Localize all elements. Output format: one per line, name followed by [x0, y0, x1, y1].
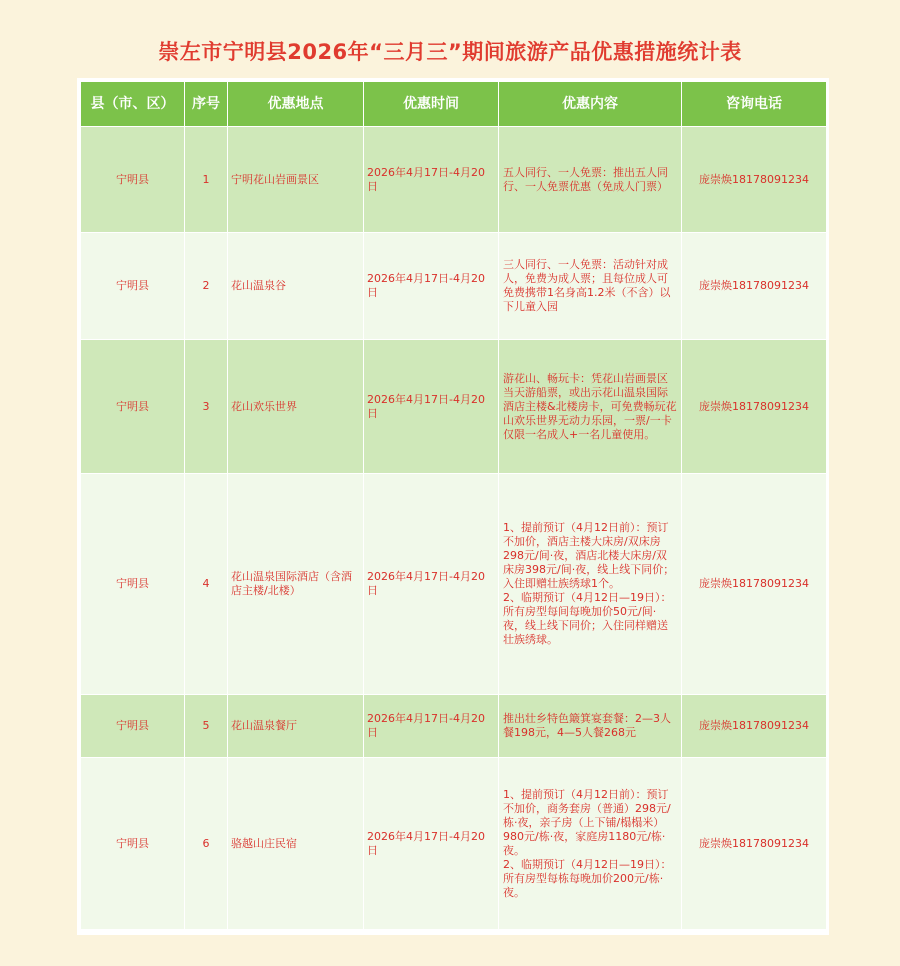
cell-county: 宁明县 — [81, 233, 185, 340]
cell-phone: 庞崇焕18178091234 — [682, 695, 827, 758]
cell-place: 花山温泉谷 — [228, 233, 364, 340]
table-row — [81, 127, 827, 233]
page-title: 崇左市宁明县2026年“三月三”期间旅游产品优惠措施统计表 — [158, 40, 742, 64]
content-line-1: 1、提前预订（4月12日前）：预订不加价，商务套房（普通）298元/栋·夜，亲子房（上下铺/榻榻米）980元/栋·夜，家庭房1180元/栋·夜。 — [503, 787, 671, 857]
content-line-2: 2、临期预订（4月12日—19日）：所有房型每间每晚加价50元/间·夜，线上线下同价；入住同样赠送壮族绣球。 — [503, 591, 672, 646]
table-header-row — [81, 82, 827, 127]
promotion-table — [80, 81, 827, 930]
table-row — [81, 758, 827, 930]
cell-content — [499, 758, 682, 930]
cell-content: 游花山、畅玩卡：凭花山岩画景区当天游船票，或出示花山温泉国际酒店主楼&北楼房卡，可免费畅玩花山欢乐世界无动力乐园，一票/一卡仅限一名成人+一名儿童使用。 — [499, 340, 682, 474]
cell-no: 1 — [185, 127, 228, 233]
cell-place: 宁明花山岩画景区 — [228, 127, 364, 233]
header-no: 序号 — [185, 82, 228, 127]
cell-county: 宁明县 — [81, 127, 185, 233]
cell-county: 宁明县 — [81, 474, 185, 695]
cell-phone: 庞崇焕18178091234 — [682, 340, 827, 474]
header-county: 县（市、区） — [81, 82, 185, 127]
cell-time: 2026年4月17日-4月20日 — [364, 758, 499, 930]
cell-phone: 庞崇焕18178091234 — [682, 233, 827, 340]
header-content: 优惠内容 — [499, 82, 682, 127]
cell-phone: 庞崇焕18178091234 — [682, 758, 827, 930]
cell-no: 2 — [185, 233, 228, 340]
table-row — [81, 233, 827, 340]
cell-time: 2026年4月17日-4月20日 — [364, 695, 499, 758]
table-row — [81, 340, 827, 474]
cell-content: 五人同行、一人免票：推出五人同行、一人免票优惠（免成人门票） — [499, 127, 682, 233]
cell-no: 3 — [185, 340, 228, 474]
cell-time: 2026年4月17日-4月20日 — [364, 340, 499, 474]
cell-no: 6 — [185, 758, 228, 930]
cell-no: 4 — [185, 474, 228, 695]
header-time: 优惠时间 — [364, 82, 499, 127]
cell-place: 花山温泉餐厅 — [228, 695, 364, 758]
cell-place: 花山温泉国际酒店（含酒店主楼/北楼） — [228, 474, 364, 695]
header-place: 优惠地点 — [228, 82, 364, 127]
cell-content: 推出壮乡特色簸箕宴套餐：2—3人餐198元，4—5人餐268元 — [499, 695, 682, 758]
cell-phone: 庞崇焕18178091234 — [682, 127, 827, 233]
header-phone: 咨询电话 — [682, 82, 827, 127]
cell-content — [499, 474, 682, 695]
content-line-2: 2、临期预订（4月12日—19日）：所有房型每栋每晚加价200元/栋·夜。 — [503, 857, 672, 899]
cell-no: 5 — [185, 695, 228, 758]
cell-county: 宁明县 — [81, 340, 185, 474]
promotion-table-frame — [77, 78, 829, 935]
table-row — [81, 695, 827, 758]
cell-county: 宁明县 — [81, 695, 185, 758]
table-row — [81, 474, 827, 695]
cell-time: 2026年4月17日-4月20日 — [364, 127, 499, 233]
cell-time: 2026年4月17日-4月20日 — [364, 474, 499, 695]
cell-time: 2026年4月17日-4月20日 — [364, 233, 499, 340]
cell-place: 花山欢乐世界 — [228, 340, 364, 474]
cell-phone: 庞崇焕18178091234 — [682, 474, 827, 695]
cell-content: 三人同行、一人免票：活动针对成人，免费为成人票；且每位成人可免费携带1名身高1.2米（不含）以下儿童入园 — [499, 233, 682, 340]
cell-county: 宁明县 — [81, 758, 185, 930]
cell-place: 骆越山庄民宿 — [228, 758, 364, 930]
content-line-1: 1、提前预订（4月12日前）：预订不加价，酒店主楼大床房/双床房298元/间·夜，酒店北楼大床房/双床房398元/间·夜，线上线下同价；入住即赠壮族绣球1个。 — [503, 521, 675, 590]
